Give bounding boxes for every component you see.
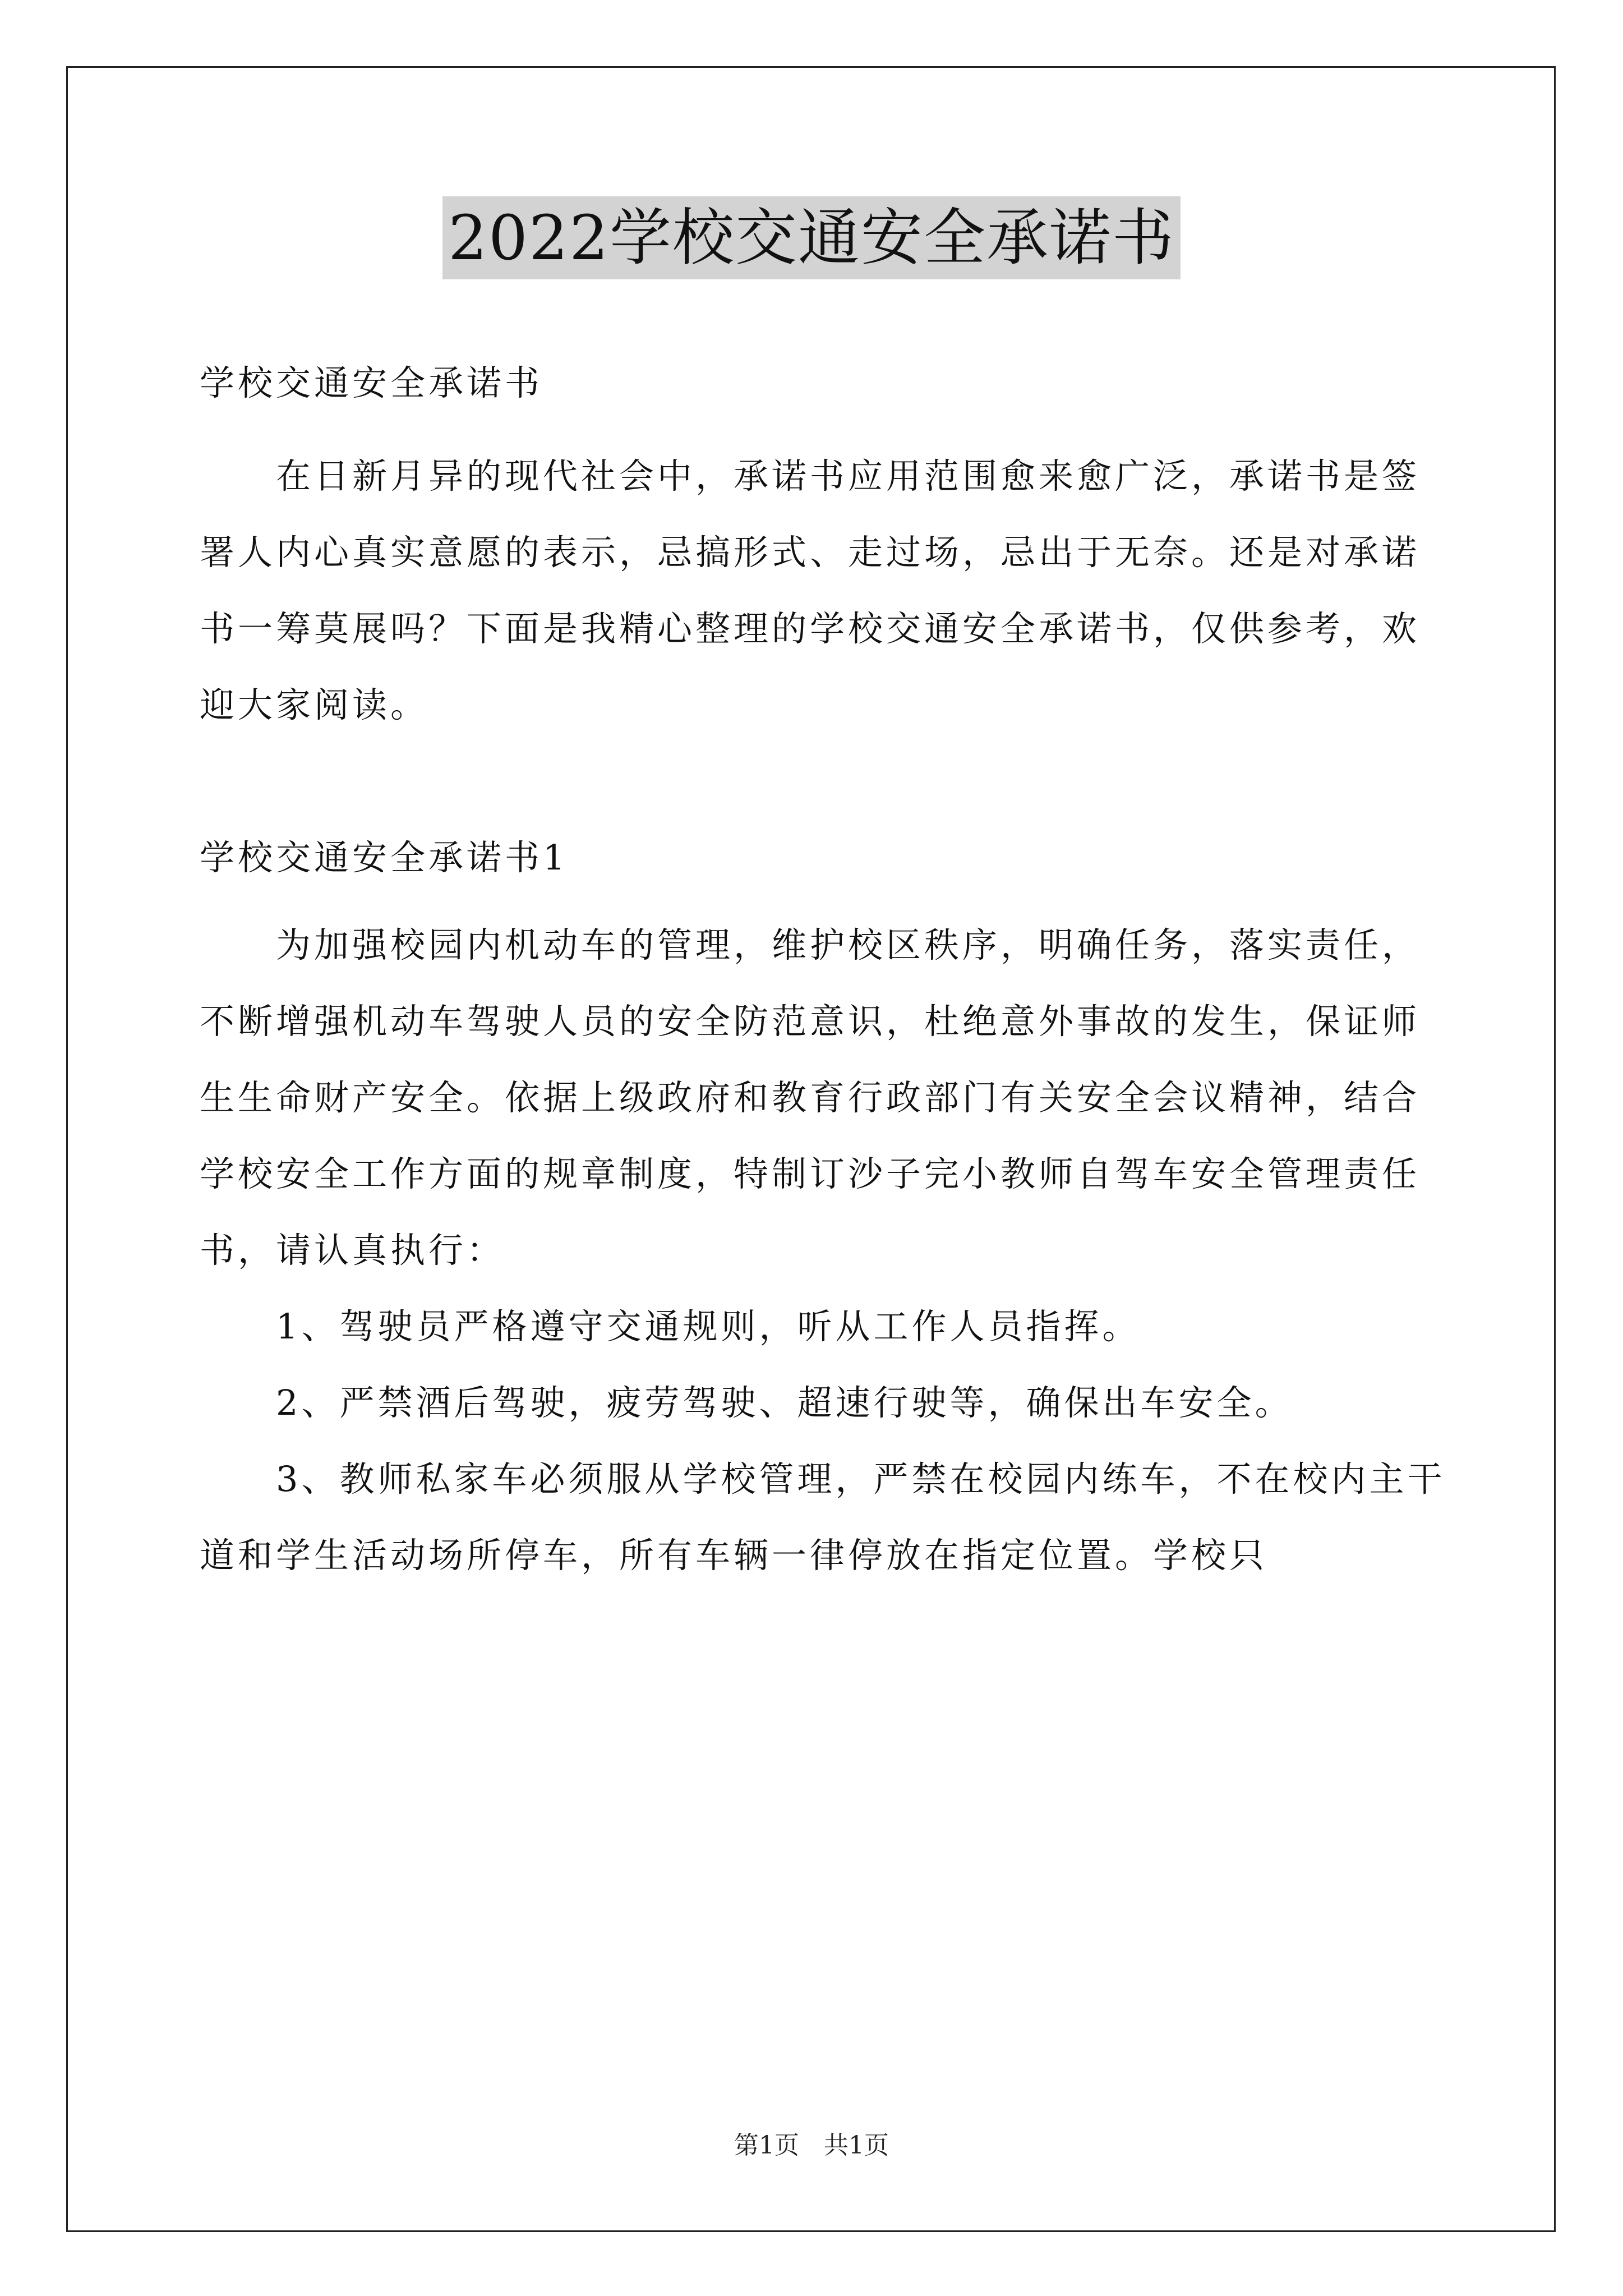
list-item: 3、教师私家车必须服从学校管理，严禁在校园内练车，不在校内主干道和学生活动场所停车，所有车辆一律停放在指定位置。学校只 (200, 1458, 1446, 1576)
list-item: 2、严禁酒后驾驶，疲劳驾驶、超速行驶等，确保出车安全。 (276, 1382, 1293, 1423)
document-heading: 学校交通安全承诺书 (200, 362, 543, 403)
page-footer: 第1页 共1页 (734, 2131, 889, 2160)
section-heading: 学校交通安全承诺书1 (200, 837, 569, 878)
intro-paragraph: 在日新月异的现代社会中，承诺书应用范围愈来愈广泛，承诺书是签署人内心真实意愿的表示，忌搞形式、走过场，忌出于无奈。还是对承诺书一筹莫展吗？下面是我精心整理的学校交通安全承诺书，仅供参考，欢迎大家阅读。 (200, 455, 1421, 725)
document-body (200, 345, 1456, 1594)
section-paragraph: 为加强校园内机动车的管理，维护校区秩序，明确任务，落实责任，不断增强机动车驾驶人员的安全防范意识，杜绝意外事故的发生，保证师生生命财产安全。依据上级政府和教育行政部门有关安全会议精神，结合学校安全工作方面的规章制度，特制订沙子完小教师自驾车安全管理责任书，请认真执行： (200, 924, 1421, 1271)
document-title[interactable]: 2022学校交通安全承诺书 (442, 196, 1181, 279)
title-container (0, 196, 1623, 279)
list-item: 1、驾驶员严格遵守交通规则，听从工作人员指挥。 (276, 1306, 1141, 1347)
